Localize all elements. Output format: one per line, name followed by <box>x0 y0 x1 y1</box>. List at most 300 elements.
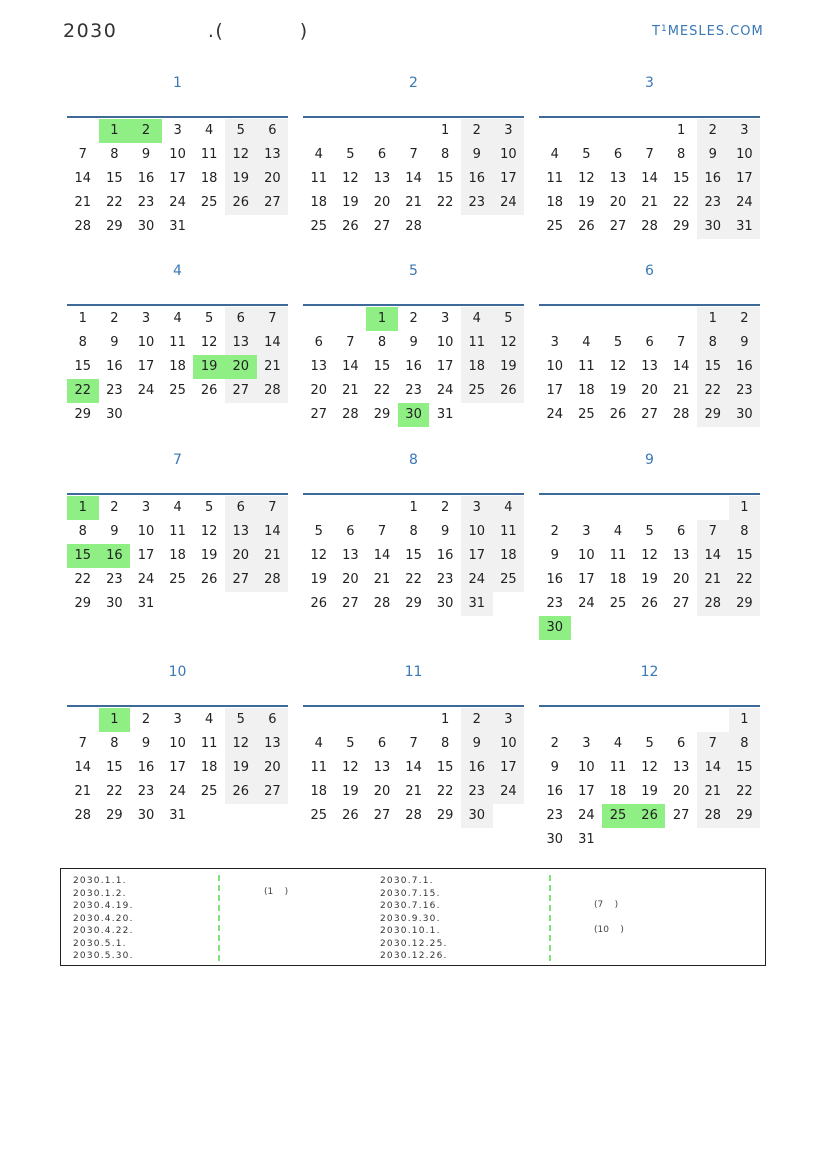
day-cell: 31 <box>729 215 761 239</box>
empty-cell <box>366 119 398 143</box>
day-cell: 26 <box>200 383 218 398</box>
day-cell: 20 <box>342 572 359 587</box>
day-cell: 4 <box>173 500 182 515</box>
day-cell: 6 <box>677 524 686 539</box>
day-cell: 16 <box>405 359 422 374</box>
month-days-grid <box>303 119 524 239</box>
day-cell: 24 <box>493 191 525 215</box>
day-cell: 4 <box>205 712 214 727</box>
day-cell: 22 <box>436 195 454 210</box>
day-cell: 6 <box>377 736 387 751</box>
day-cell: 19 <box>342 784 359 799</box>
day-cell: 20 <box>641 383 658 398</box>
day-cell: 18 <box>169 548 186 563</box>
day-cell: 15 <box>672 171 690 186</box>
day-cell: 17 <box>169 171 186 186</box>
day-cell: 30 <box>546 832 564 847</box>
day-cell: 10 <box>578 548 595 563</box>
empty-cell <box>571 307 603 331</box>
day-cell: 14 <box>342 359 359 374</box>
day-cell: 2 <box>697 119 729 143</box>
day-cell: 27 <box>373 808 391 823</box>
day-cell: 20 <box>373 195 391 210</box>
day-cell: 2 <box>409 311 418 326</box>
legend-date: 2030.10.1. <box>380 926 441 936</box>
day-cell: 13 <box>310 359 328 374</box>
day-cell: 7 <box>78 147 87 162</box>
day-cell: 28 <box>342 407 359 422</box>
day-cell: 30 <box>137 219 155 234</box>
empty-cell <box>303 307 335 331</box>
day-cell: 17 <box>169 760 186 775</box>
day-cell: 8 <box>729 732 761 756</box>
day-cell: 12 <box>200 524 218 539</box>
day-cell: 29 <box>106 219 123 234</box>
day-cell: 14 <box>405 171 422 186</box>
day-cell: 18 <box>461 355 493 379</box>
day-cell: 17 <box>493 167 525 191</box>
day-cell: 10 <box>169 736 186 751</box>
day-cell: 28 <box>74 808 92 823</box>
day-cell: 12 <box>609 359 627 374</box>
day-cell: 7 <box>409 147 418 162</box>
day-cell: 12 <box>200 335 218 350</box>
day-cell: 8 <box>78 335 87 350</box>
day-cell: 24 <box>578 808 595 823</box>
day-cell: 18 <box>310 784 328 799</box>
day-cell: 8 <box>110 147 119 162</box>
day-cell: 10 <box>137 524 155 539</box>
day-cell: 7 <box>409 736 418 751</box>
month-days-grid <box>539 307 760 427</box>
empty-cell <box>335 307 367 331</box>
legend-note-right-2: (10 ) <box>594 925 624 935</box>
holiday-day-cell: 1 <box>366 307 398 331</box>
brand-logo[interactable] <box>652 24 764 39</box>
day-cell: 20 <box>672 784 690 799</box>
day-cell: 15 <box>74 359 92 374</box>
day-cell: 1 <box>729 496 761 520</box>
day-cell: 6 <box>645 335 654 350</box>
day-cell: 25 <box>546 219 564 234</box>
day-cell: 6 <box>346 524 355 539</box>
day-cell: 11 <box>200 736 218 751</box>
day-cell: 8 <box>110 736 119 751</box>
day-cell: 15 <box>436 171 454 186</box>
day-cell: 27 <box>373 219 391 234</box>
title-end: ) <box>299 20 309 42</box>
legend-date: 2030.9.30. <box>380 913 441 924</box>
day-cell: 27 <box>310 407 328 422</box>
legend-right-dates <box>380 875 448 963</box>
day-cell: 28 <box>672 407 690 422</box>
day-cell: 13 <box>225 520 257 544</box>
day-cell: 27 <box>641 407 658 422</box>
day-cell: 7 <box>697 520 729 544</box>
day-cell: 18 <box>200 171 218 186</box>
month-name: 4 <box>173 263 182 279</box>
empty-cell <box>602 119 634 143</box>
day-cell: 26 <box>609 407 627 422</box>
day-cell: 3 <box>141 500 151 515</box>
day-cell: 22 <box>697 379 729 403</box>
day-cell: 18 <box>493 544 525 568</box>
day-cell: 25 <box>609 596 627 611</box>
empty-cell <box>571 119 603 143</box>
day-cell: 3 <box>173 123 182 138</box>
day-cell: 11 <box>200 147 218 162</box>
holiday-day-cell: 1 <box>67 496 99 520</box>
day-cell: 21 <box>672 383 690 398</box>
day-cell: 13 <box>373 171 391 186</box>
day-cell: 13 <box>257 732 289 756</box>
legend-date: 2030.4.22. <box>73 926 134 936</box>
day-cell: 19 <box>225 756 257 780</box>
day-cell: 15 <box>106 171 123 186</box>
day-cell: 13 <box>672 548 690 563</box>
holiday-day-cell: 16 <box>99 544 131 568</box>
legend-date: 2030.7.15. <box>380 888 441 899</box>
day-cell: 14 <box>74 760 92 775</box>
day-cell: 11 <box>578 359 595 374</box>
day-cell: 3 <box>550 335 559 350</box>
day-cell: 7 <box>257 496 289 520</box>
day-cell: 9 <box>441 524 450 539</box>
day-cell: 15 <box>405 548 422 563</box>
day-cell: 15 <box>106 760 123 775</box>
day-cell: 16 <box>137 171 155 186</box>
day-cell: 13 <box>641 359 658 374</box>
empty-cell <box>602 708 634 732</box>
holiday-day-cell: 2 <box>130 119 162 143</box>
empty-cell <box>634 119 666 143</box>
empty-cell <box>398 708 430 732</box>
day-cell: 17 <box>493 756 525 780</box>
empty-cell <box>634 307 666 331</box>
day-cell: 5 <box>205 311 214 326</box>
month-name: 7 <box>173 452 182 468</box>
empty-cell <box>366 496 398 520</box>
holiday-day-cell: 15 <box>67 544 99 568</box>
day-cell: 20 <box>257 756 289 780</box>
day-cell: 25 <box>461 379 493 403</box>
month-rule <box>67 116 288 118</box>
day-cell: 1 <box>697 307 729 331</box>
day-cell: 21 <box>641 195 658 210</box>
month-rule <box>539 116 760 118</box>
day-cell: 11 <box>609 760 627 775</box>
day-cell: 19 <box>493 355 525 379</box>
holiday-day-cell: 30 <box>539 616 571 640</box>
day-cell: 17 <box>729 167 761 191</box>
day-cell: 24 <box>461 568 493 592</box>
empty-cell <box>539 496 571 520</box>
month-name: 6 <box>645 263 654 279</box>
day-cell: 12 <box>225 143 257 167</box>
day-cell: 17 <box>436 359 454 374</box>
day-cell: 30 <box>106 596 123 611</box>
day-cell: 14 <box>257 331 289 355</box>
day-cell: 15 <box>373 359 391 374</box>
day-cell: 11 <box>609 548 627 563</box>
day-cell: 7 <box>346 335 355 350</box>
day-cell: 14 <box>641 171 658 186</box>
day-cell: 25 <box>200 195 218 210</box>
month-rule <box>539 304 760 306</box>
holiday-day-cell: 25 <box>602 804 634 828</box>
day-cell: 19 <box>225 167 257 191</box>
day-cell: 31 <box>169 219 186 234</box>
day-cell: 23 <box>546 808 564 823</box>
day-cell: 13 <box>342 548 359 563</box>
day-cell: 16 <box>461 756 493 780</box>
day-cell: 18 <box>310 195 328 210</box>
day-cell: 26 <box>310 596 328 611</box>
empty-cell <box>571 708 603 732</box>
legend-date: 2030.1.2. <box>73 888 127 899</box>
month-name: 3 <box>645 75 654 91</box>
month-name: 10 <box>168 664 187 680</box>
day-cell: 5 <box>346 147 355 162</box>
day-cell: 12 <box>310 548 328 563</box>
day-cell: 9 <box>461 732 493 756</box>
day-cell: 24 <box>578 596 595 611</box>
day-cell: 15 <box>729 756 761 780</box>
title-middle: .( <box>207 20 225 42</box>
empty-cell <box>335 708 367 732</box>
brand-text-end: MESLES.COM <box>667 24 764 39</box>
day-cell: 25 <box>310 219 328 234</box>
day-cell: 26 <box>200 572 218 587</box>
day-cell: 7 <box>645 147 654 162</box>
day-cell: 29 <box>729 804 761 828</box>
day-cell: 17 <box>461 544 493 568</box>
empty-cell <box>539 307 571 331</box>
day-cell: 12 <box>342 760 359 775</box>
month-days-grid <box>67 119 288 239</box>
day-cell: 4 <box>205 123 214 138</box>
day-cell: 22 <box>672 195 690 210</box>
month-days-grid <box>67 496 288 616</box>
day-cell: 29 <box>106 808 123 823</box>
day-cell: 11 <box>310 760 328 775</box>
day-cell: 12 <box>493 331 525 355</box>
legend-date: 2030.12.26. <box>380 951 448 961</box>
day-cell: 7 <box>677 335 686 350</box>
day-cell: 18 <box>609 572 627 587</box>
day-cell: 3 <box>173 712 182 727</box>
day-cell: 14 <box>257 520 289 544</box>
day-cell: 12 <box>225 732 257 756</box>
legend-date: 2030.5.1. <box>73 938 127 949</box>
day-cell: 8 <box>377 335 387 350</box>
day-cell: 18 <box>200 760 218 775</box>
day-cell: 25 <box>578 407 595 422</box>
day-cell: 22 <box>106 784 123 799</box>
day-cell: 24 <box>169 784 186 799</box>
day-cell: 29 <box>672 219 690 234</box>
day-cell: 13 <box>257 143 289 167</box>
day-cell: 1 <box>677 123 686 138</box>
day-cell: 22 <box>74 572 92 587</box>
day-cell: 30 <box>729 403 761 427</box>
day-cell: 27 <box>609 219 627 234</box>
day-cell: 25 <box>200 784 218 799</box>
day-cell: 20 <box>672 572 690 587</box>
day-cell: 14 <box>697 544 729 568</box>
holiday-day-cell: 26 <box>634 804 666 828</box>
day-cell: 24 <box>546 407 564 422</box>
day-cell: 29 <box>436 808 454 823</box>
empty-cell <box>697 496 729 520</box>
day-cell: 1 <box>441 123 450 138</box>
day-cell: 8 <box>441 736 450 751</box>
day-cell: 21 <box>257 355 289 379</box>
day-cell: 11 <box>461 331 493 355</box>
holiday-day-cell: 20 <box>225 355 257 379</box>
day-cell: 28 <box>641 219 658 234</box>
day-cell: 12 <box>578 171 595 186</box>
holiday-day-cell: 19 <box>193 355 225 379</box>
day-cell: 28 <box>405 808 422 823</box>
day-cell: 4 <box>314 736 323 751</box>
day-cell: 29 <box>74 596 92 611</box>
day-cell: 3 <box>461 496 493 520</box>
day-cell: 12 <box>641 760 658 775</box>
empty-cell <box>303 119 335 143</box>
day-cell: 4 <box>582 335 591 350</box>
day-cell: 30 <box>137 808 155 823</box>
day-cell: 28 <box>257 379 289 403</box>
day-cell: 27 <box>342 596 359 611</box>
day-cell: 22 <box>729 780 761 804</box>
empty-cell <box>665 307 697 331</box>
day-cell: 6 <box>257 119 289 143</box>
day-cell: 5 <box>493 307 525 331</box>
day-cell: 9 <box>550 548 559 563</box>
day-cell: 24 <box>137 383 155 398</box>
day-cell: 2 <box>441 500 450 515</box>
day-cell: 16 <box>546 784 564 799</box>
day-cell: 19 <box>310 572 328 587</box>
day-cell: 2 <box>141 712 151 727</box>
day-cell: 23 <box>461 780 493 804</box>
day-cell: 8 <box>78 524 87 539</box>
day-cell: 2 <box>729 307 761 331</box>
month-days-grid <box>67 307 288 427</box>
day-cell: 28 <box>697 592 729 616</box>
legend-date: 2030.1.1. <box>73 876 127 886</box>
day-cell: 21 <box>373 572 391 587</box>
empty-cell <box>539 708 571 732</box>
day-cell: 25 <box>310 808 328 823</box>
day-cell: 8 <box>441 147 450 162</box>
day-cell: 27 <box>672 596 690 611</box>
day-cell: 27 <box>225 379 257 403</box>
empty-cell <box>697 708 729 732</box>
empty-cell <box>366 708 398 732</box>
day-cell: 21 <box>74 195 92 210</box>
day-cell: 2 <box>550 736 559 751</box>
day-cell: 28 <box>697 804 729 828</box>
day-cell: 9 <box>697 143 729 167</box>
empty-cell <box>602 496 634 520</box>
month-rule <box>539 705 760 707</box>
day-cell: 9 <box>550 760 559 775</box>
day-cell: 12 <box>342 171 359 186</box>
day-cell: 4 <box>493 496 525 520</box>
day-cell: 29 <box>697 403 729 427</box>
day-cell: 23 <box>137 195 155 210</box>
day-cell: 14 <box>74 171 92 186</box>
day-cell: 16 <box>106 359 123 374</box>
day-cell: 6 <box>314 335 323 350</box>
day-cell: 19 <box>641 572 658 587</box>
day-cell: 7 <box>377 524 387 539</box>
day-cell: 22 <box>405 572 422 587</box>
day-cell: 21 <box>74 784 92 799</box>
day-cell: 4 <box>314 147 323 162</box>
legend-date: 2030.7.16. <box>380 901 441 911</box>
day-cell: 13 <box>373 760 391 775</box>
legend-date: 2030.4.20. <box>73 913 134 924</box>
day-cell: 7 <box>697 732 729 756</box>
day-cell: 9 <box>461 143 493 167</box>
day-cell: 29 <box>405 596 422 611</box>
day-cell: 8 <box>729 520 761 544</box>
day-cell: 10 <box>493 732 525 756</box>
empty-cell <box>398 119 430 143</box>
day-cell: 20 <box>257 167 289 191</box>
day-cell: 28 <box>373 596 391 611</box>
day-cell: 9 <box>110 524 119 539</box>
day-cell: 24 <box>137 572 155 587</box>
empty-cell <box>539 119 571 143</box>
day-cell: 15 <box>697 355 729 379</box>
day-cell: 21 <box>257 544 289 568</box>
day-cell: 10 <box>169 147 186 162</box>
day-cell: 10 <box>436 335 454 350</box>
day-cell: 3 <box>582 736 591 751</box>
day-cell: 3 <box>729 119 761 143</box>
day-cell: 6 <box>613 147 623 162</box>
day-cell: 1 <box>729 708 761 732</box>
month-rule <box>303 116 524 118</box>
brand-text-start: T <box>652 24 661 39</box>
day-cell: 22 <box>106 195 123 210</box>
day-cell: 2 <box>110 311 119 326</box>
day-cell: 21 <box>405 195 422 210</box>
month-name: 1 <box>173 75 182 91</box>
day-cell: 3 <box>582 524 591 539</box>
empty-cell <box>67 119 99 143</box>
day-cell: 28 <box>257 568 289 592</box>
day-cell: 10 <box>137 335 155 350</box>
day-cell: 14 <box>697 756 729 780</box>
day-cell: 16 <box>697 167 729 191</box>
day-cell: 9 <box>729 331 761 355</box>
day-cell: 2 <box>550 524 559 539</box>
day-cell: 5 <box>582 147 591 162</box>
day-cell: 9 <box>141 736 151 751</box>
holiday-day-cell: 1 <box>99 119 131 143</box>
day-cell: 5 <box>346 736 355 751</box>
day-cell: 31 <box>436 407 454 422</box>
day-cell: 3 <box>141 311 151 326</box>
month-days-grid <box>539 119 760 239</box>
day-cell: 17 <box>578 572 595 587</box>
day-cell: 30 <box>436 596 454 611</box>
